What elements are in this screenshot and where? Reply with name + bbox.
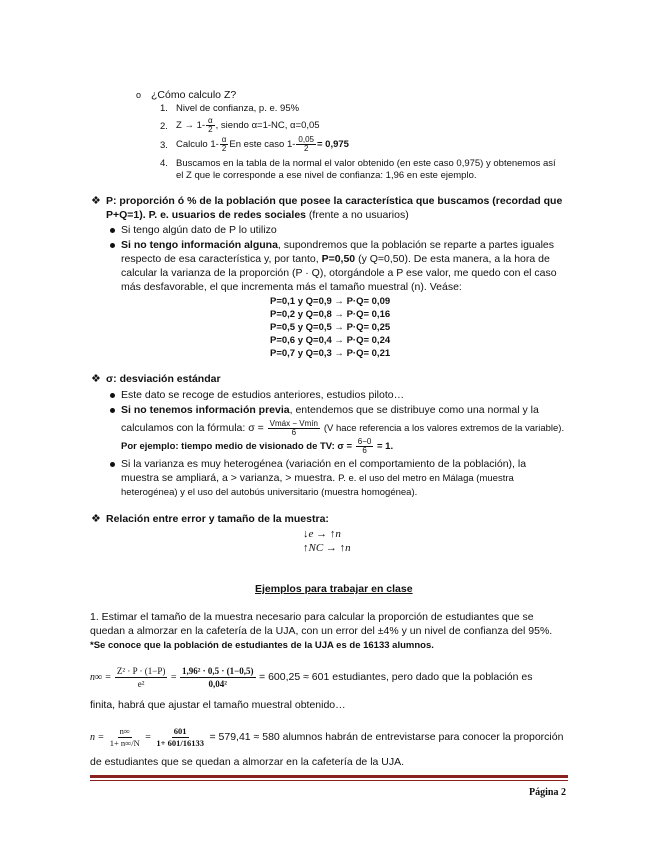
pq-table-row: P=0,2 y Q=0,8 → P·Q= 0,16 — [270, 309, 391, 320]
list-bullet-circle: o — [136, 90, 142, 100]
diamond-bullet-icon: ❖ — [91, 373, 101, 385]
diamond-bullet-icon: ❖ — [91, 195, 101, 207]
sigma-bullet-3-line1: Si la varianza es muy heterogénea (variación en el comportamiento de la población), la — [121, 458, 527, 470]
p-heading-line1: P: proporción ó % de la población que posee la característica que buscamos (recordad que — [106, 195, 563, 207]
example-para-line1: 1. Estimar el tamaño de la muestra necesario para calcular la proporción de estudiantes que se — [90, 611, 534, 623]
sigma-heading: σ: desviación estándar — [106, 373, 221, 385]
sigma-bullet-2-line2: calculamos con la fórmula: σ = $\frac{\text{Vmáx − Vmín}}{6}$ (V hace referencia a los valores extremos de la variable). — [121, 418, 565, 437]
relation-line-1: ↓e → ↑n — [303, 528, 341, 540]
z-step-2: Z → 1- $\frac{\alpha}{2}$ , siendo α=1-NC, α=0,05 — [176, 115, 320, 134]
relation-heading: Relación entre error y tamaño de la muestra: — [106, 513, 329, 525]
sigma-bullet-3-line3: heterogénea) y el uso del autobús universitario (muestra homogénea). — [121, 487, 418, 498]
bullet-icon — [110, 243, 115, 248]
example-note: *Se conoce que la población de estudiantes de la UJA es de 16133 alumnos. — [90, 640, 434, 651]
bullet-icon — [110, 408, 115, 413]
p-bullet-2-line4: más desfavorable, el que incrementa más el tamaño muestral (n). Veáse: — [121, 281, 462, 293]
z-step-number: 2. — [160, 121, 168, 132]
p-bullet-1: Si tengo algún dato de P lo utilizo — [121, 224, 277, 236]
sigma-bullet-3-line2: muestra se ampliará, a > varianza, > muestra. P. e. el uso del metro en Málaga (muestra — [121, 472, 514, 484]
z-step-4-line1: Buscamos en la tabla de la normal el valor obtenido (en este caso 0,975) y obtenemos así — [176, 158, 556, 169]
sigma-bullet-2-line3: Por ejemplo: tiempo medio de visionado de TV: σ = $\frac{6-0}{6}$ = 1. — [121, 436, 394, 455]
z-step-number: 3. — [160, 140, 168, 151]
bullet-icon — [110, 228, 115, 233]
z-step-4-line2: el Z que le corresponde a ese nivel de confianza: 1,96 en este ejemplo. — [176, 170, 477, 181]
pq-table-row: P=0,1 y Q=0,9 → P·Q= 0,09 — [270, 296, 391, 307]
finite-line: finita, habrá que ajustar el tamaño muestral obtenido… — [90, 699, 346, 711]
footer-rule — [90, 775, 568, 778]
z-step-number: 4. — [160, 158, 168, 169]
p-bullet-2-line1: Si no tengo información alguna, supondremos que la población se reparte a partes iguales — [121, 239, 555, 251]
page-number: Página 2 — [529, 787, 566, 798]
z-step-1: Nivel de confianza, p. e. 95% — [176, 103, 300, 114]
bullet-icon — [110, 462, 115, 467]
examples-title: Ejemplos para trabajar en clase — [255, 583, 413, 595]
bullet-icon — [110, 393, 115, 398]
sigma-bullet-2-line1: Si no tenemos información previa, entendemos que se distribuye como una normal y la — [121, 404, 539, 416]
example-last-line: de estudiantes que se quedan a almorzar en la cafetería de la UJA. — [90, 756, 405, 768]
pq-table-row: P=0,5 y Q=0,5 → P·Q= 0,25 — [270, 322, 391, 333]
example-para-line2: quedan a almorzar en la cafetería de la UJA, con un error del ±4% y un nivel de confianza del 95%. — [90, 625, 553, 637]
diamond-bullet-icon: ❖ — [91, 513, 101, 525]
p-heading-line2: P+Q=1). P. e. usuarios de redes sociales (frente a no usuarios) — [106, 209, 409, 221]
relation-line-2: ↑NC → ↑n — [303, 542, 351, 554]
sigma-bullet-1: Este dato se recoge de estudios anteriores, estudios piloto… — [121, 389, 405, 401]
p-bullet-2-line3: calcular la varianza de la proporción (P · Q), otorgándole a P ese valor, me quedo con el caso — [121, 267, 557, 279]
z-step-3: Calculo 1- $\frac{\alpha}{2}$ En este caso 1- $\frac{0,05}{2}$ = 0,975 — [176, 134, 349, 153]
p-bullet-2-line2: respecto de esa característica y, por tanto, P=0,50 (y Q=0,50). De esta manera, a la hora de — [121, 253, 550, 265]
footer-rule-thin — [90, 780, 568, 781]
n-formula: n = $\frac{n\infty}{1+ n\infty/N}$ = $\frac{601}{1+ 601/16133}$ = 579,41 ≈ 580 alumnos habrán de entrevistarse para conocer la proporción — [90, 726, 564, 749]
pq-table-row: P=0,7 y Q=0,3 → P·Q= 0,21 — [270, 348, 391, 359]
pq-table-row: P=0,6 y Q=0,4 → P·Q= 0,24 — [270, 335, 391, 346]
z-heading: ¿Cómo calculo Z? — [151, 89, 237, 101]
n-infinity-formula: n∞ = $\frac{\text{Z² · P · (1−P)}}{\text{e²}}$ = $\frac{\text{1,96² · 0,5 · (1−0,5)}}{\text{0,04²}}$ = 600,25 ≈ 601 estudiantes, pero dado que la población es — [90, 666, 533, 690]
z-step-number: 1. — [160, 103, 168, 114]
